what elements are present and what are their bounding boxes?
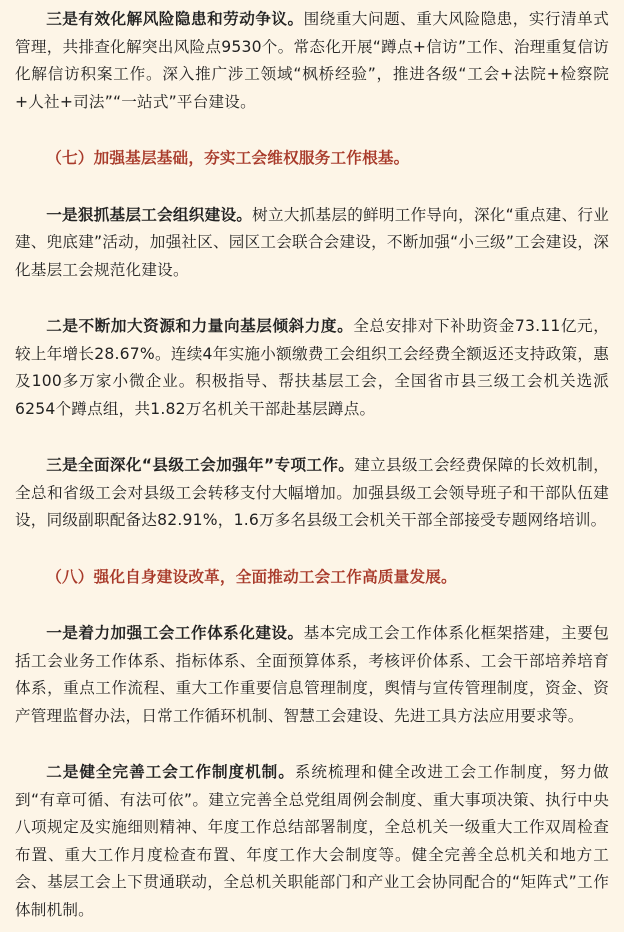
paragraph-county-unions [15, 452, 609, 535]
paragraph-lead: 一是狠抓基层工会组织建设。 [46, 205, 253, 224]
paragraph-resources [15, 313, 609, 423]
paragraph-lead: 一是着力加强工会工作体系化建设。 [46, 624, 304, 642]
paragraph-text: 建立县级工会经费保障的长效机制，全总和省级工会对县级工会转移支付大幅增加。加强县级工会领导班子和干部队伍建设，同级副职配备达82.91%，1.6万多名县级工会机关干部全部接受专题网络培训。 [15, 456, 609, 529]
paragraph-text: 树立大抓基层的鲜明工作导向，深化“重点建、行业建、兜底建”活动，加强社区、园区工会联合会建设，不断加强“小三级”工会建设，深化基层工会规范化建设。 [15, 205, 609, 279]
section-heading-7: （七）加强基层基础，夯实工会维权服务工作根基。 [46, 149, 410, 167]
paragraph-lead: 三是全面深化“县级工会加强年”专项工作。 [46, 456, 355, 474]
section-heading-8: （八）强化自身建设改革，全面推动工会工作高质量发展。 [46, 567, 457, 586]
paragraph-lead: 二是不断加大资源和力量向基层倾斜力度。 [46, 317, 354, 335]
paragraph-text: 基本完成工会工作体系化框架搭建，主要包括工会业务工作体系、指标体系、全面预算体系，考核评价体系、工会干部培养培育体系，重点工作流程、重大工作重要信息管理制度，舆情与宣传管理制度，资金、资产管理监督办法，日常工作循环机制、智慧工会建设、先进工具方法应用要求等。 [15, 624, 609, 725]
paragraph-risk-resolution [15, 6, 609, 116]
paragraph-system-building [15, 620, 609, 730]
paragraph-lead: 二是健全完善工会工作制度机制。 [46, 763, 295, 781]
paragraph-text: 围绕重大问题、重大风险隐患，实行清单式管理，共排查化解突出风险点9530个。常态化开展“蹲点+信访”工作、治理重复信访化解信访积案工作。深入推广涉工领域“枫桥经验”，推进各级“工会+法院+检察院+人社+司法”“一站式”平台建设。 [15, 10, 609, 111]
paragraph-institutions [15, 759, 609, 924]
paragraph-text: 全总安排对下补助资金73.11亿元，较上年增长28.67%。连续4年实施小额缴费工会组织工会经费全额返还支持政策，惠及100多万家小微企业。积极指导、帮扶基层工会，全国省市县三级工会机关选派6254个蹲点组，共1.82万名机关干部赴基层蹲点。 [15, 317, 609, 418]
paragraph-lead: 三是有效化解风险隐患和劳动争议。 [46, 10, 304, 28]
paragraph-text: 系统梳理和健全改进工会工作制度，努力做到“有章可循、有法可依”。建立完善全总党组周例会制度、重大事项决策、执行中央八项规定及实施细则精神、年度工作总结部署制度，全总机关一级重大工作双周检查布置、重大工作月度检查布置、年度工作大会制度等。健全完善全总机关和地方工会、基层工会上下贯通联动，全总机关职能部门和产业工会协同配合的“矩阵式”工作体制机制。 [15, 763, 609, 919]
paragraph-grassroots-org [15, 202, 609, 285]
